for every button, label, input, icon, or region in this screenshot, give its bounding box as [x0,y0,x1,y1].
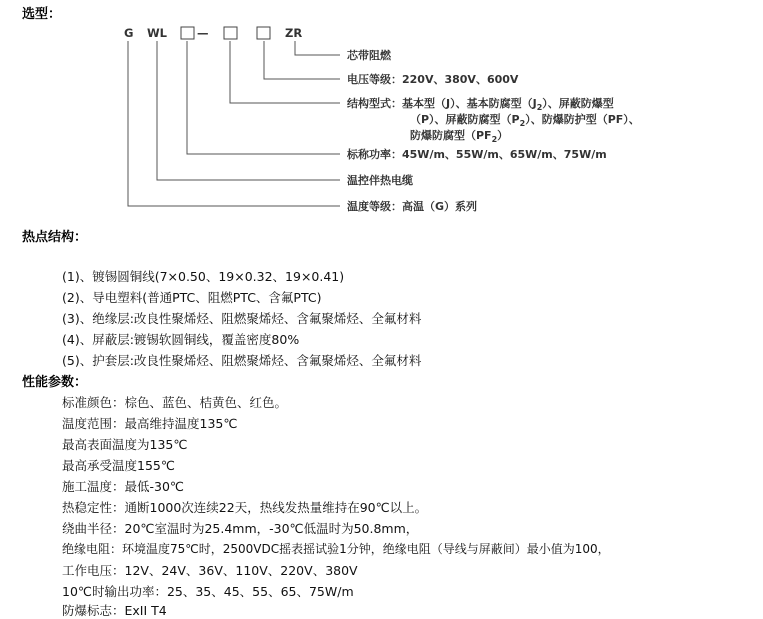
section-heading-structure: 热点结构： [22,230,88,245]
performance-item: 标准颜色：棕色、蓝色、桔黄色、红色。 [62,395,288,410]
item-structure-line2: （P）、屏蔽防腐型$(P_2)$、防爆防护型（PF）、 [410,113,640,128]
leader-lines [128,41,340,206]
performance-item: 温度范围：最高维持温度135℃ [62,416,238,431]
structure-item: (3)、绝缘层:改良性聚烯烃、阻燃聚烯烃、含氟聚烯烃、全氟材料 [62,311,422,326]
code-box-structure [224,27,237,39]
code-box-voltage [257,27,270,39]
item-power: 标称功率：45W/m、55W/m、65W/m、75W/m [347,148,607,161]
structure-item: (5)、护套层:改良性聚烯烃、阻燃聚烯烃、含氟聚烯烃、全氟材料 [62,353,422,368]
item-flame-retardant: 芯带阻燃 [347,49,391,62]
code-box-power [181,27,194,39]
code-dash: — [197,26,209,40]
performance-item: 10℃时输出功率：25、35、45、55、65、75W/m [62,584,354,599]
item-voltage: 电压等级：220V、380V、600V [347,73,519,86]
performance-item: 绝缘电阻：环境温度75℃时，2500VDC摇表摇试验1分钟，绝缘电阻（导线与屏蔽间）最小值为100， [62,542,610,556]
structure-item: (4)、屏蔽层:镀锡软圆铜线，覆盖密度80% [62,332,300,347]
code-wl: WL [147,26,168,40]
item-cable: 温控伴热电缆 [347,174,413,187]
section-heading-selection: 选型： [22,7,62,22]
performance-item: 施工温度：最低-30℃ [62,479,184,494]
code-g: G [124,26,134,40]
item-structure-line3: 防爆防腐型$(PF_2)$ [410,129,509,144]
performance-item: 热稳定性：通断1000次连续22天，热线发热量维持在90℃以上。 [62,500,428,515]
performance-item: 绕曲半径：20℃室温时为25.4mm，-30℃低温时为50.8mm， [62,521,419,536]
structure-item: (2)、导电塑料(普通PTC、阻燃PTC、含氟PTC) [62,290,322,305]
performance-item: 最高表面温度为135℃ [62,437,188,452]
section-heading-performance: 性能参数： [22,375,88,390]
performance-item: 工作电压：12V、24V、36V、110V、220V、380V [62,563,358,578]
performance-item: 最高承受温度155℃ [62,458,175,473]
structure-item: (1)、镀锡圆铜线(7×0.50、19×0.32、19×0.41) [62,269,345,284]
performance-item: 防爆标志：ExII T4 [62,603,167,618]
model-code-diagram [0,0,763,225]
item-structure-line1: 结构型式：基本型（J）、基本防腐型$(J_2)$、屏蔽防爆型 [347,97,614,112]
item-temperature: 温度等级：高温（G）系列 [347,200,478,213]
code-zr: ZR [285,26,303,40]
